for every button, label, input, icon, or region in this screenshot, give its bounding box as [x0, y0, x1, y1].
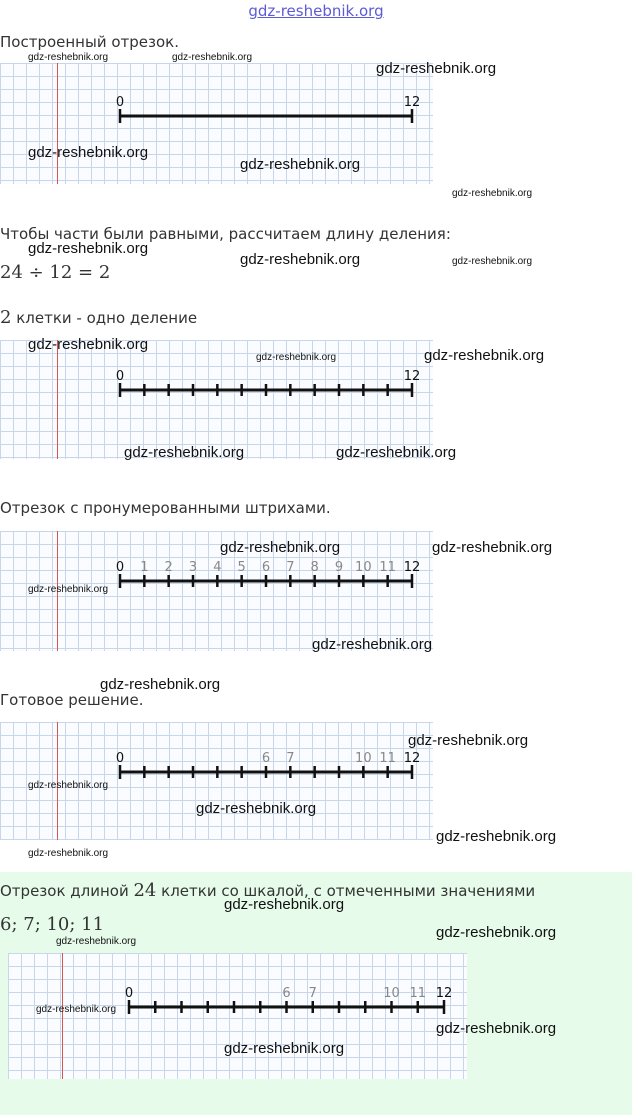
watermark: gdz-reshebnik.org: [436, 1020, 557, 1037]
tick-label: 10: [383, 986, 400, 1001]
watermark: gdz-reshebnik.org: [100, 676, 221, 693]
tick-label: 11: [379, 751, 396, 766]
tick-label: 12: [403, 369, 421, 384]
watermark: gdz-reshebnik.org: [224, 1040, 345, 1057]
site-header-link[interactable]: gdz-reshebnik.org: [248, 2, 384, 20]
tick-label: 3: [188, 560, 198, 575]
tick-label: 5: [237, 560, 246, 575]
answer-prefix: Отрезок длиной: [0, 882, 134, 900]
watermark: gdz-reshebnik.org: [432, 539, 553, 556]
tick-label: 0: [124, 986, 134, 1001]
watermark: gdz-reshebnik.org: [124, 444, 245, 461]
tick-label: 11: [409, 986, 427, 1001]
watermark: gdz-reshebnik.org: [28, 584, 109, 595]
grid-figure-answer: [8, 953, 467, 1079]
tick-label: 12: [403, 560, 421, 575]
watermark: gdz-reshebnik.org: [452, 256, 533, 267]
tick-label: 7: [286, 751, 295, 766]
watermark: gdz-reshebnik.org: [424, 347, 545, 364]
section5-caption: Готовое решение.: [0, 691, 144, 709]
watermark: gdz-reshebnik.org: [436, 828, 557, 845]
section4-caption: Отрезок с пронумерованными штрихами.: [0, 499, 331, 517]
section1-caption: Построенный отрезок.: [0, 33, 179, 51]
watermark: gdz-reshebnik.org: [36, 1004, 117, 1015]
tick-label: 10: [355, 751, 372, 766]
number-line-answer: [8, 953, 467, 1079]
tick-label: 0: [115, 751, 125, 766]
watermark: gdz-reshebnik.org: [336, 444, 457, 461]
watermark: gdz-reshebnik.org: [224, 896, 345, 913]
watermark: gdz-reshebnik.org: [256, 352, 337, 363]
tick-label: 9: [334, 560, 344, 575]
watermark: gdz-reshebnik.org: [408, 732, 529, 749]
watermark: gdz-reshebnik.org: [56, 936, 137, 947]
tick-label: 4: [213, 560, 222, 575]
watermark: gdz-reshebnik.org: [28, 780, 109, 791]
tick-label: 12: [403, 95, 421, 110]
watermark: gdz-reshebnik.org: [312, 636, 433, 653]
division-number: 2: [0, 307, 12, 328]
watermark: gdz-reshebnik.org: [28, 336, 149, 353]
division-formula: 24 ÷ 12 = 2: [0, 262, 111, 283]
tick-label: 0: [115, 369, 125, 384]
tick-label: 6: [261, 751, 271, 766]
tick-label: 0: [115, 95, 125, 110]
tick-label: 6: [261, 560, 271, 575]
tick-label: 6: [282, 986, 291, 1001]
section3-caption: [0, 307, 197, 328]
number-line-1: [0, 63, 433, 184]
answer-length: 24: [133, 880, 157, 901]
watermark: gdz-reshebnik.org: [436, 924, 557, 941]
tick-label: 7: [308, 986, 317, 1001]
division-text: клетки - одно деление: [11, 309, 198, 327]
watermark: gdz-reshebnik.org: [28, 144, 149, 161]
grid-figure-1: [0, 63, 433, 184]
tick-label: 11: [379, 560, 396, 575]
tick-label: 12: [435, 986, 453, 1001]
watermark: gdz-reshebnik.org: [452, 188, 533, 199]
grid-figure-2: [0, 340, 433, 459]
watermark: gdz-reshebnik.org: [240, 156, 361, 173]
watermark: gdz-reshebnik.org: [240, 251, 361, 268]
tick-label: 1: [140, 560, 149, 575]
tick-label: 2: [164, 560, 173, 575]
watermark: gdz-reshebnik.org: [172, 52, 253, 63]
watermark: gdz-reshebnik.org: [28, 52, 109, 63]
tick-label: 7: [286, 560, 295, 575]
watermark: gdz-reshebnik.org: [376, 60, 497, 77]
watermark: gdz-reshebnik.org: [28, 848, 109, 859]
tick-label: 10: [355, 560, 372, 575]
answer-suffix: клетки со шкалой, с отмеченными значениями: [156, 882, 536, 900]
section2-caption: Чтобы части были равными, рассчитаем длину деления:: [0, 225, 451, 243]
watermark: gdz-reshebnik.org: [196, 800, 317, 817]
tick-label: 8: [310, 560, 319, 575]
tick-label: 12: [403, 751, 421, 766]
answer-values: 6; 7; 10; 11: [0, 914, 105, 935]
watermark: gdz-reshebnik.org: [28, 240, 149, 257]
watermark: gdz-reshebnik.org: [220, 539, 341, 556]
tick-label: 0: [115, 560, 125, 575]
number-line-2: [0, 340, 433, 459]
